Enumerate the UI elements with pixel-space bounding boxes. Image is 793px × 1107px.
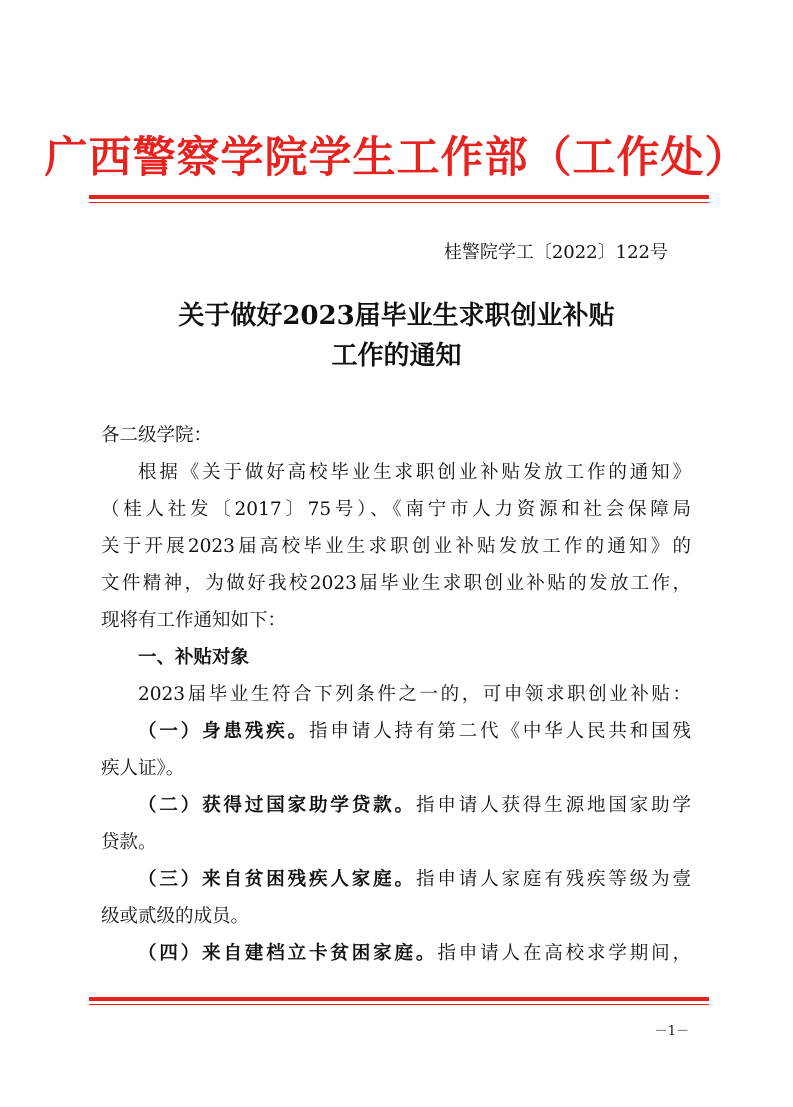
item-text: 指申请人持有第二代《中华人民共和国残 [309,721,691,742]
document-title-line-1: 关于做好2023届毕业生求职创业补贴 [178,301,615,331]
document-number: 桂警院学工〔2022〕122号 [443,242,668,263]
paragraph-line: 关于开展2023届高校毕业生求职创业补贴发放工作的通知》的 [101,536,691,557]
list-item [101,935,691,972]
footer-rule-thin [89,1004,709,1005]
paragraph-line: 现将有工作通知如下： [101,610,287,631]
item-text: 指申请人家庭有残疾等级为壹 [415,869,691,890]
issuing-office-header: 广西警察学院学生工作部（工作处） [44,133,749,183]
item-label: （二）获得过国家助学贷款。 [138,795,416,816]
item-label: （三）来自贫困残疾人家庭。 [138,869,416,890]
list-item [101,787,691,824]
item-text: 指申请人在高校求学期间， [437,943,691,964]
document-title-line-2: 工作的通知 [331,341,462,371]
paragraph-line: 文件精神，为做好我校2023届毕业生求职创业补贴的发放工作， [101,573,691,594]
document-title [0,296,793,376]
item-label: （一）身患残疾。 [138,721,310,742]
item-text: 指申请人获得生源地国家助学 [415,795,691,816]
section-heading: 一、补贴对象 [138,647,250,668]
footer-rule-thick [89,997,709,1001]
header-rule-thick [89,195,709,199]
header-rule-thin [89,202,709,203]
list-item [101,713,691,750]
page-number: －1－ [654,1024,689,1039]
item-continuation: 级或贰级的成员。 [101,906,250,927]
salutation: 各二级学院： [101,425,213,446]
section-intro: 2023届毕业生符合下列条件之一的，可申领求职创业补贴： [138,684,691,705]
item-continuation: 贷款。 [101,832,157,853]
item-continuation: 疾人证》。 [101,758,185,779]
paragraph-line: （桂人社发〔2017〕75号）、《南宁市人力资源和社会保障局 [101,499,691,520]
list-item [101,861,691,898]
document-body [101,417,691,972]
item-label: （四）来自建档立卡贫困家庭。 [138,943,438,964]
paragraph-line: 根据《关于做好高校毕业生求职创业补贴发放工作的通知》 [138,462,691,483]
